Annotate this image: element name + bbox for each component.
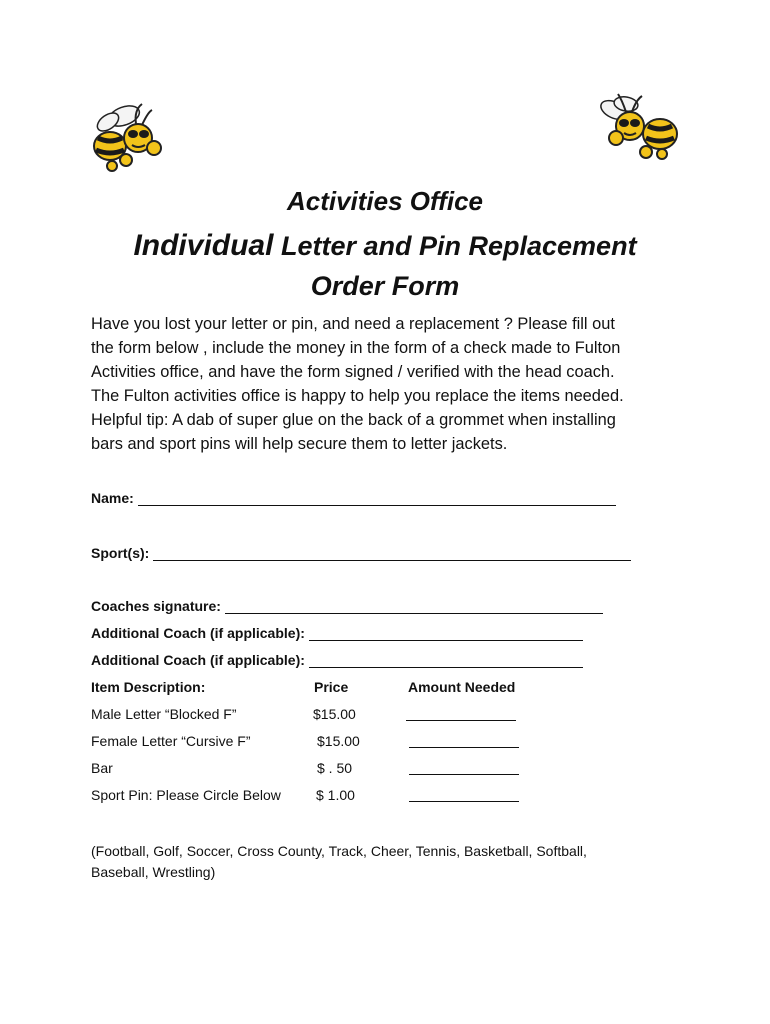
sports-label: Sport(s): bbox=[91, 545, 150, 561]
intro-line: Helpful tip: A dab of super glue on the back of a grommet when installing bbox=[91, 411, 616, 429]
additional-coach-label-2: Additional Coach (if applicable): bbox=[91, 652, 305, 668]
item-table-header bbox=[91, 679, 691, 697]
intro-line: Activities office, and have the form signed / verified with the head coach. bbox=[91, 363, 615, 381]
amount-needed-line[interactable] bbox=[409, 787, 519, 802]
hornet-mascot-icon-left bbox=[88, 100, 170, 174]
sports-list bbox=[91, 841, 651, 883]
subtitle-emphasis: Individual bbox=[133, 229, 274, 262]
table-row bbox=[91, 787, 691, 805]
intro-line: bars and sport pins will help secure them to letter jackets. bbox=[91, 435, 508, 453]
intro-line: the form below , include the money in the form of a check made to Fulton bbox=[91, 339, 621, 357]
item-description: Sport Pin: Please Circle Below bbox=[91, 787, 281, 803]
additional-coach-row-2 bbox=[91, 652, 583, 668]
price-header: Price bbox=[314, 679, 349, 695]
sports-field-row bbox=[91, 545, 631, 561]
item-price: $ 1.00 bbox=[316, 787, 355, 803]
item-price: $15.00 bbox=[313, 706, 356, 722]
amount-needed-line[interactable] bbox=[406, 706, 516, 721]
coach-signature-line[interactable] bbox=[225, 599, 603, 614]
additional-coach-line-2[interactable] bbox=[309, 653, 583, 668]
item-price: $15.00 bbox=[317, 733, 360, 749]
subtitle-rest: Letter and Pin Replacement bbox=[280, 231, 637, 261]
hornet-mascot-icon-right bbox=[596, 92, 682, 162]
additional-coach-row-1 bbox=[91, 625, 583, 641]
item-description: Male Letter “Blocked F” bbox=[91, 706, 237, 722]
name-input-line[interactable] bbox=[138, 491, 616, 506]
table-row bbox=[91, 706, 691, 724]
item-price: $ . 50 bbox=[317, 760, 353, 776]
additional-coach-line-1[interactable] bbox=[309, 626, 583, 641]
intro-paragraph bbox=[91, 312, 691, 456]
form-subtitle-line2: Order Form bbox=[310, 271, 460, 301]
intro-line: The Fulton activities office is happy to help you replace the items needed. bbox=[91, 387, 624, 405]
amount-needed-line[interactable] bbox=[409, 733, 519, 748]
item-description: Female Letter “Cursive F” bbox=[91, 733, 251, 749]
table-row bbox=[91, 733, 691, 751]
amount-needed-line[interactable] bbox=[409, 760, 519, 775]
item-description: Bar bbox=[91, 760, 113, 776]
name-label: Name: bbox=[91, 490, 134, 506]
form-subtitle bbox=[0, 228, 770, 264]
sports-list-line: (Football, Golf, Soccer, Cross County, Track, Cheer, Tennis, Basketball, Softball, bbox=[91, 843, 587, 859]
sports-list-line: Baseball, Wrestling) bbox=[91, 864, 216, 880]
page-title: Activities Office bbox=[286, 186, 484, 216]
sports-input-line[interactable] bbox=[153, 546, 631, 561]
amount-header: Amount Needed bbox=[408, 679, 516, 695]
intro-line: Have you lost your letter or pin, and need a replacement ? Please fill out bbox=[91, 315, 615, 333]
table-row bbox=[91, 760, 691, 778]
coach-signature-label: Coaches signature: bbox=[91, 598, 221, 614]
additional-coach-label-1: Additional Coach (if applicable): bbox=[91, 625, 305, 641]
name-field-row bbox=[91, 490, 616, 506]
coach-signature-row bbox=[91, 598, 603, 614]
item-header: Item Description: bbox=[91, 679, 206, 695]
